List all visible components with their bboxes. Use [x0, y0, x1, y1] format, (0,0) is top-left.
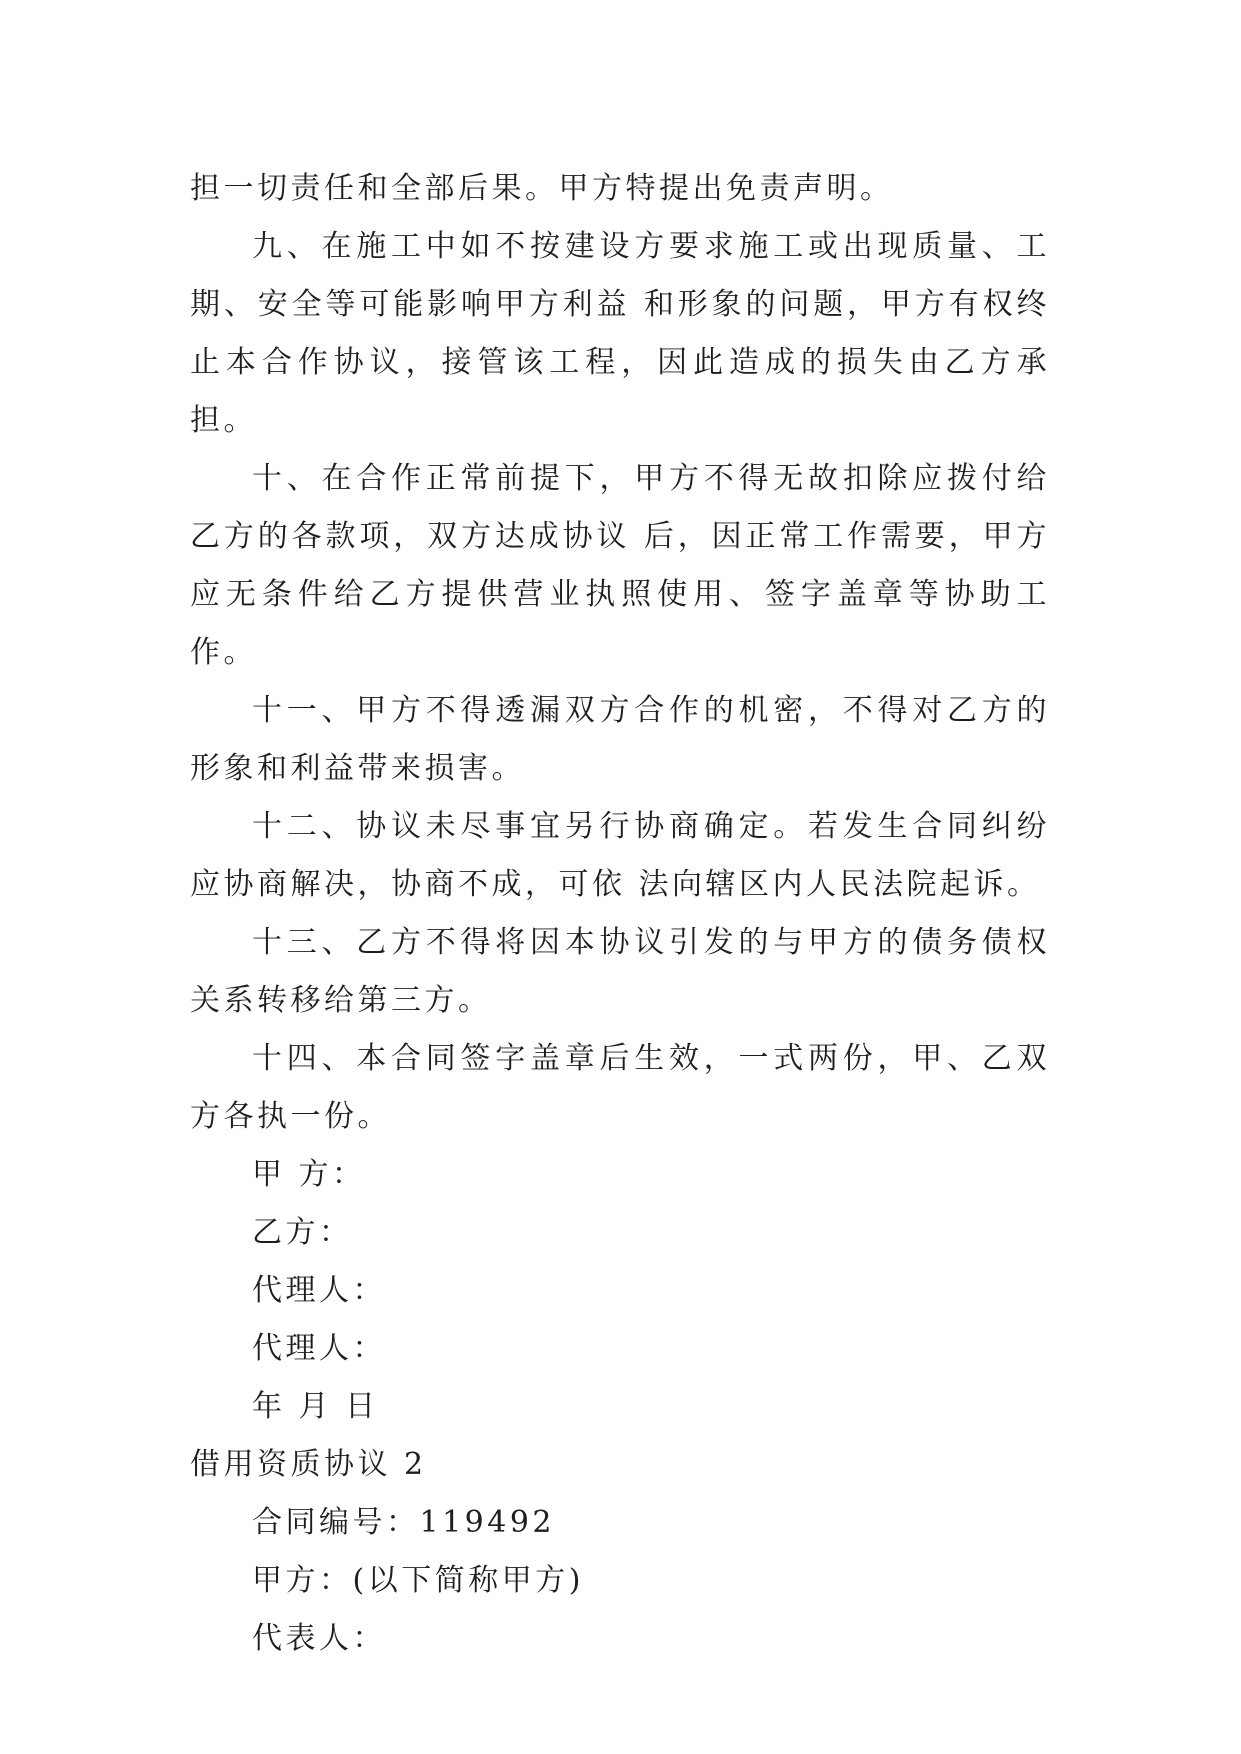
clause-13: 十三、乙方不得将因本协议引发的与甲方的债务债权关系转移给第三方。 [190, 925, 1050, 1018]
second-party-a: 甲方：(以下简称甲方) [252, 1563, 584, 1598]
signature-agent-2: 代理人： [252, 1331, 386, 1366]
clause-9: 九、在施工中如不按建设方要求施工或出现质量、工期、安全等可能影响甲方利益 和形象的问题，甲方有权终止本合作协议，接管该工程，因此造成的损失由乙方承担。 [190, 229, 1050, 438]
signature-date: 年 月 日 [252, 1389, 379, 1424]
clause-12: 十二、协议未尽事宜另行协商确定。若发生合同纠纷应协商解决，协商不成，可依 法向辖区内人民法院起诉。 [190, 809, 1050, 902]
clause-11: 十一、甲方不得透漏双方合作的机密，不得对乙方的形象和利益带来损害。 [190, 693, 1050, 786]
clause-10: 十、在合作正常前提下，甲方不得无故扣除应拨付给乙方的各款项，双方达成协议 后，因正常工作需要，甲方应无条件给乙方提供营业执照使用、签字盖章等协助工作。 [190, 461, 1050, 670]
second-agreement-title: 借用资质协议 2 [190, 1447, 427, 1482]
signature-party-a: 甲 方： [252, 1157, 366, 1192]
signature-agent-1: 代理人： [252, 1273, 386, 1308]
document-body [190, 160, 1050, 1668]
second-representative: 代表人： [252, 1621, 386, 1656]
continuation-paragraph: 担一切责任和全部后果。甲方特提出免责声明。 [190, 171, 894, 206]
contract-number: 合同编号：119492 [252, 1505, 556, 1540]
clause-14: 十四、本合同签字盖章后生效，一式两份，甲、乙双方各执一份。 [190, 1041, 1050, 1134]
signature-party-b: 乙方： [252, 1215, 353, 1250]
